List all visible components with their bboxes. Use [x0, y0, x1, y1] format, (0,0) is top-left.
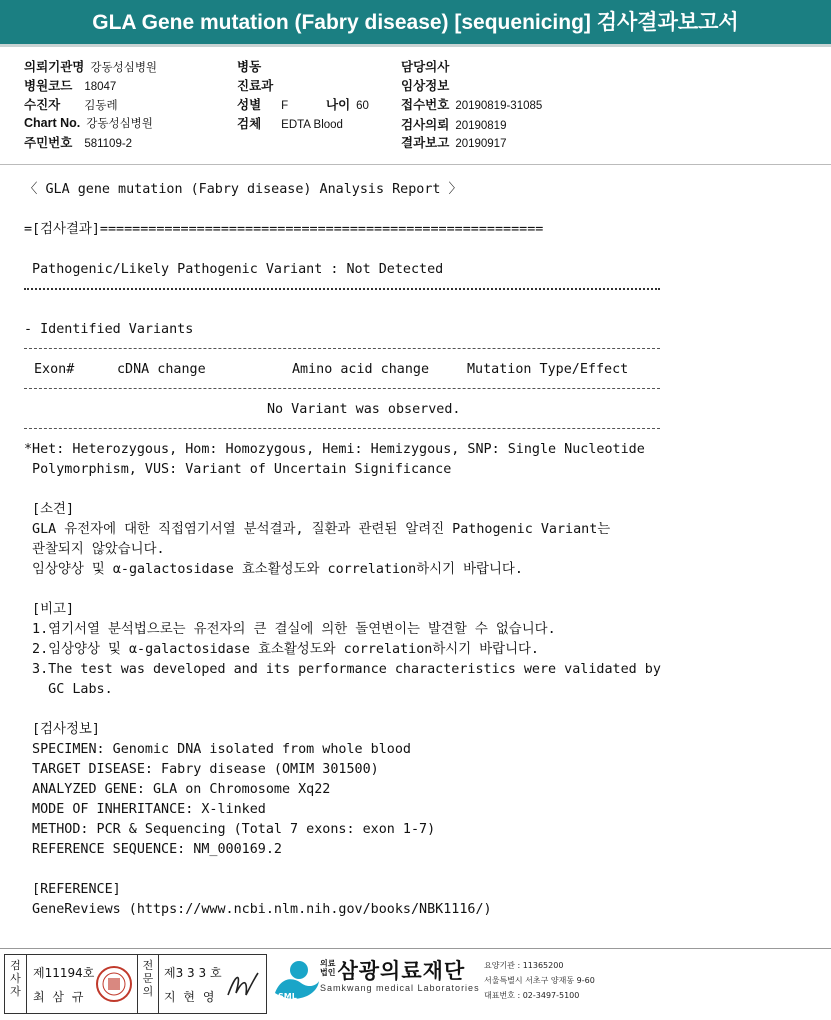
opinion-line-2: 관찰되지 않았습니다.	[24, 542, 165, 557]
sml-logo-icon	[271, 955, 321, 1005]
org-name-en: Samkwang medical Laboratories	[320, 983, 480, 993]
report-body	[0, 172, 831, 932]
org-prefix-1: 의료	[320, 959, 336, 968]
remarks-line-3: 3.The test was developed and its performance characteristics were validated by	[24, 662, 661, 677]
info-specimen: 검체 EDTA Blood	[237, 117, 343, 131]
footnote-line-2: Polymorphism, VUS: Variant of Uncertain Significance	[24, 462, 452, 477]
remarks-title: [비고]	[24, 602, 75, 617]
report-footer	[0, 948, 831, 1020]
test-info-specimen: SPECIMEN: Genomic DNA isolated from whole blood	[24, 742, 411, 757]
result-section-title: =[검사결과]=======================================================	[24, 222, 544, 237]
remarks-line-1: 1.염기서열 분석법으로는 유전자의 큰 결실에 의한 돌연변이는 발견할 수 없습니다.	[24, 622, 556, 637]
test-info-disease: TARGET DISEASE: Fabry disease (OMIM 301500)	[24, 762, 379, 777]
info-receipt-no: 접수번호 20190819-31085	[401, 98, 543, 112]
test-info-title: [검사정보]	[24, 722, 100, 737]
info-hospital-code: 병원코드 18047	[24, 79, 117, 93]
pathogenic-result: Pathogenic/Likely Pathogenic Variant : Not Detected	[24, 262, 444, 277]
identified-variants-title: - Identified Variants	[24, 322, 194, 337]
org-address: 서울특별시 서초구 양재동 9-60	[484, 976, 595, 985]
remarks-line-4: GC Labs.	[24, 682, 113, 697]
no-variant-text: No Variant was observed.	[267, 402, 461, 417]
col-header-mutation: Mutation Type/Effect	[467, 362, 629, 377]
org-name-block	[320, 955, 480, 993]
test-info-reference-seq: REFERENCE SEQUENCE: NM_000169.2	[24, 842, 282, 857]
report-title: GLA Gene mutation (Fabry disease) [sequenicing] 검사결과보고서	[92, 11, 739, 34]
patient-info-panel	[0, 52, 831, 165]
separator-line	[24, 288, 660, 290]
col-header-exon: Exon#	[34, 362, 75, 377]
examiner-seal-icon	[94, 963, 134, 1005]
confirmer-label: 전문의	[137, 955, 159, 1013]
info-department: 진료과	[237, 79, 274, 93]
opinion-title: [소견]	[24, 502, 75, 517]
report-title-bar	[0, 0, 831, 47]
info-age: 나이 60	[326, 98, 369, 112]
info-patient: 수진자 김동레	[24, 98, 118, 112]
info-report-date: 결과보고 20190917	[401, 136, 507, 150]
table-top-rule	[24, 348, 660, 349]
info-institution: 의뢰기관명 강동성심병원	[24, 60, 158, 74]
test-info-inheritance: MODE OF INHERITANCE: X-linked	[24, 802, 266, 817]
examiner-name: 최 삼 규	[33, 990, 86, 1004]
info-doctor: 담당의사	[401, 60, 450, 74]
signature-box	[4, 954, 267, 1014]
reference-title: [REFERENCE]	[24, 882, 121, 897]
opinion-line-1: GLA 유전자에 대한 직접염기서열 분석결과, 질환과 관련된 알려진 Pathogenic Variant는	[24, 522, 611, 537]
info-ward: 병동	[237, 60, 262, 74]
col-header-cdna: cDNA change	[117, 362, 206, 377]
org-code: 요양기관 : 11365200	[484, 961, 564, 970]
test-info-method: METHOD: PCR & Sequencing (Total 7 exons: exon 1-7)	[24, 822, 436, 837]
org-name: 삼광의료재단	[337, 959, 466, 983]
examiner-license-no: 제11194호	[33, 966, 95, 980]
confirmer-name: 지 현 영	[164, 990, 217, 1004]
table-bottom-rule	[24, 428, 660, 429]
org-phone: 대표번호 : 02-3497-5100	[484, 991, 580, 1000]
table-header-rule	[24, 388, 660, 389]
info-clinical: 임상정보	[401, 79, 450, 93]
report-heading: 〈 GLA gene mutation (Fabry disease) Analysis Report 〉	[24, 182, 462, 197]
remarks-line-2: 2.임상양상 및 α-galactosidase 효소활성도와 correlation하시기 바랍니다.	[24, 642, 539, 657]
confirmer-license-no: 제3 3 3 호	[164, 966, 222, 980]
svg-text:SML: SML	[278, 992, 297, 1001]
signature-icon	[222, 965, 262, 1005]
info-chart-no: Chart No. 강동성심병원	[24, 116, 153, 130]
footnote-line-1: *Het: Heterozygous, Hom: Homozygous, Hemi: Hemizygous, SNP: Single Nucleotide	[24, 442, 645, 457]
reference-link[interactable]: GeneReviews (https://www.ncbi.nlm.nih.gov/books/NBK1116/)	[24, 902, 492, 917]
test-info-gene: ANALYZED GENE: GLA on Chromosome Xq22	[24, 782, 331, 797]
org-contact	[484, 958, 595, 1003]
examiner-label: 검사자	[5, 955, 27, 1013]
info-request-date: 검사의뢰 20190819	[401, 118, 507, 132]
org-prefix-2: 법인	[320, 968, 336, 977]
info-sex: 성별 F	[237, 98, 289, 112]
opinion-line-3: 임상양상 및 α-galactosidase 효소활성도와 correlation하시기 바랍니다.	[24, 562, 523, 577]
info-resident-no: 주민번호 581109-2	[24, 136, 133, 150]
col-header-amino: Amino acid change	[292, 362, 430, 377]
